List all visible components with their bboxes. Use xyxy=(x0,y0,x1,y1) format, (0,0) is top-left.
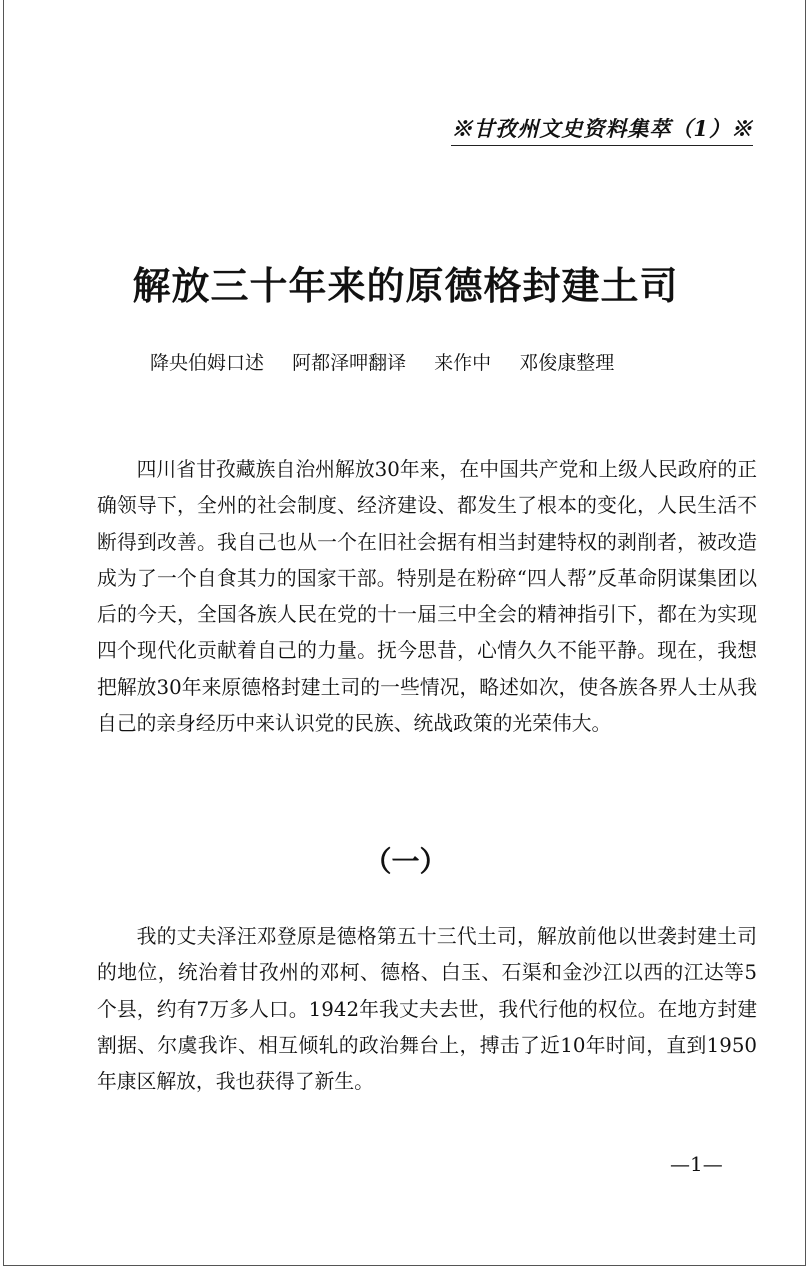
page-number: —1— xyxy=(670,1152,723,1176)
article-title: 解放三十年来的原德格封建土司 xyxy=(132,263,679,308)
running-header: ※甘孜州文史资料集萃（1）※ xyxy=(451,113,753,146)
body-paragraph-1: 四川省甘孜藏族自治州解放30年来，在中国共产党和上级人民政府的正确领导下，全州的社会制度、经济建设、都发生了根本的变化，人民生活不断得到改善。我自己也从一个在旧社会据有相当封建特权的剥削者，被改造成为了一个自食其力的国家干部。特别是在粉碎“四人帮”反革命阴谋集团以后的今天，全国各族人民在党的十一届三中全会的精神指引下，都在为实现四个现代化贡献着自己的力量。抚今思昔，心情久久不能平静。现在，我想把解放30年来原德格封建土司的一些情况，略述如次，使各族各界人士从我自己的亲身经历中来认识党的民族、统战政策的光荣伟大。 xyxy=(97,458,757,736)
author-translator: 阿都泽呷翻译 xyxy=(292,352,407,374)
body-paragraph-2: 我的丈夫泽汪邓登原是德格第五十三代土司，解放前他以世袭封建土司的地位，统治着甘孜州的邓柯、德格、白玉、石渠和金沙江以西的江达等5个县，约有7万多人口。1942年我丈夫去世，我代行他的权位。在地方封建割据、尔虞我诈、相互倾轧的政治舞台上，搏击了近10年时间，直到1950年康区解放，我也获得了新生。 xyxy=(97,925,757,1094)
author-narrator: 降央伯姆口述 xyxy=(150,352,265,374)
author-editor-1: 来作中 xyxy=(434,352,492,374)
author-line xyxy=(150,348,614,375)
author-editor-2: 邓俊康整理 xyxy=(519,352,615,374)
section-heading: （一） xyxy=(363,845,448,878)
